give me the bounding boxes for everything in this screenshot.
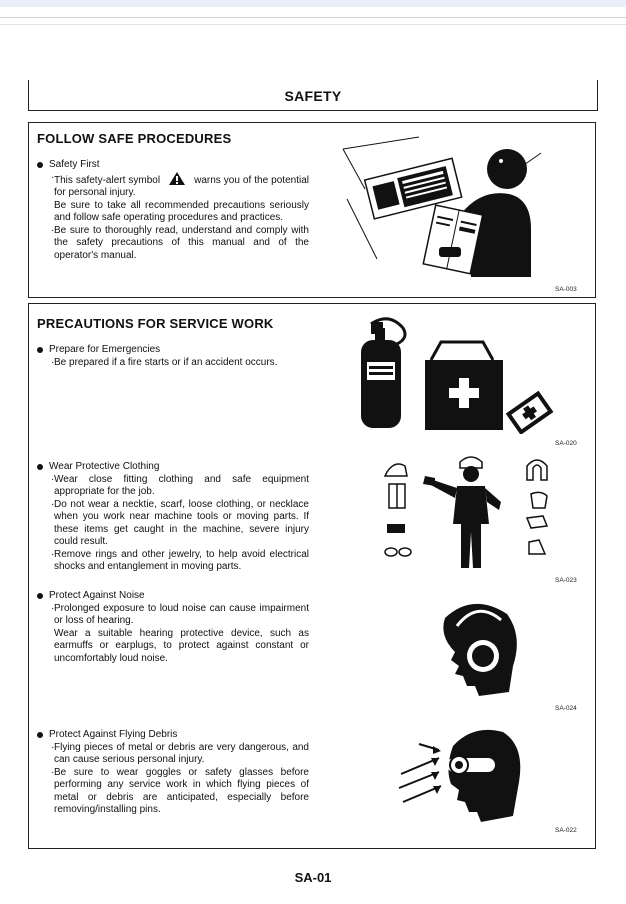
- bullet-title: Safety First: [37, 159, 309, 172]
- figure-code: SA-003: [555, 286, 577, 293]
- text-block-noise: [37, 590, 309, 665]
- figure-code: SA-020: [555, 440, 577, 447]
- list-item: · Be sure to thoroughly read, understand and comply with the safety precautions of this manual and of the operator's manual.: [51, 224, 309, 261]
- bullet-title: Protect Against Flying Debris: [37, 729, 309, 742]
- section-heading: PRECAUTIONS FOR SERVICE WORK: [37, 316, 274, 331]
- section-precautions-for-service-work: [28, 303, 596, 849]
- list-item-text: This safety-alert symbol: [54, 174, 161, 186]
- text-block-emergencies: [37, 344, 309, 369]
- protective-clothing-icon: [381, 454, 556, 574]
- list-item: · Be sure to wear goggles or safety glasses before performing any service work in which flying pieces of metal or debris are anticipated, especially before removing/installing pins.: [51, 766, 309, 815]
- safety-goggles-icon: [393, 716, 533, 828]
- list-item: · This safety-alert symbol warns you of the potential for personal injury.: [51, 171, 309, 198]
- figure-code: SA-022: [555, 827, 577, 834]
- header-rule-secondary: [0, 24, 626, 25]
- bullet-title: Prepare for Emergencies: [37, 344, 309, 357]
- section-heading: FOLLOW SAFE PROCEDURES: [37, 131, 232, 146]
- page-title-box: [28, 80, 598, 111]
- list-item: · Prolonged exposure to loud noise can cause impairment or loss of hearing.: [51, 602, 309, 626]
- section-follow-safe-procedures: [28, 122, 596, 298]
- text-block-protective-clothing: [37, 461, 309, 574]
- safety-alert-icon: [169, 172, 185, 185]
- list-item: · Do not wear a necktie, scarf, loose clothing, or necklace when you work near machine tools or moving parts. If these items get caught in the machine, severe injury could result.: [51, 498, 309, 547]
- list-item: Be sure to take all recommended precautions seriously and follow safe operating procedures and practices.: [54, 199, 309, 223]
- page-number: SA-01: [294, 870, 332, 885]
- page-title: SAFETY: [284, 88, 342, 104]
- header-rule: [0, 17, 626, 18]
- bullet-title: Protect Against Noise: [37, 590, 309, 603]
- figure-code: SA-024: [555, 705, 577, 712]
- viewer-top-bar: [0, 0, 626, 7]
- text-block-safety-first: [37, 159, 309, 262]
- bullet-title: Wear Protective Clothing: [37, 461, 309, 474]
- list-item: · Remove rings and other jewelry, to help avoid electrical shocks and entanglement in moving parts.: [51, 548, 309, 572]
- list-item: · Be prepared if a fire starts or if an accident occurs.: [51, 356, 278, 368]
- list-item: Wear a suitable hearing protective device, such as earmuffs or earplugs, to protect against constant or uncomfortably loud noise.: [54, 627, 309, 664]
- list-item-text: warns you of the potential for personal injury.: [54, 174, 309, 198]
- hearing-protection-icon: [425, 596, 525, 700]
- figure-code: SA-023: [555, 577, 577, 584]
- text-block-flying-debris: [37, 729, 309, 817]
- list-item: · Flying pieces of metal or debris are very dangerous, and can cause serious personal injury.: [51, 741, 309, 765]
- list-item: · Wear close fitting clothing and safe equipment appropriate for the job.: [51, 473, 309, 497]
- fire-extinguisher-first-aid-icon: [349, 314, 554, 434]
- operator-reading-manual-icon: [341, 129, 561, 279]
